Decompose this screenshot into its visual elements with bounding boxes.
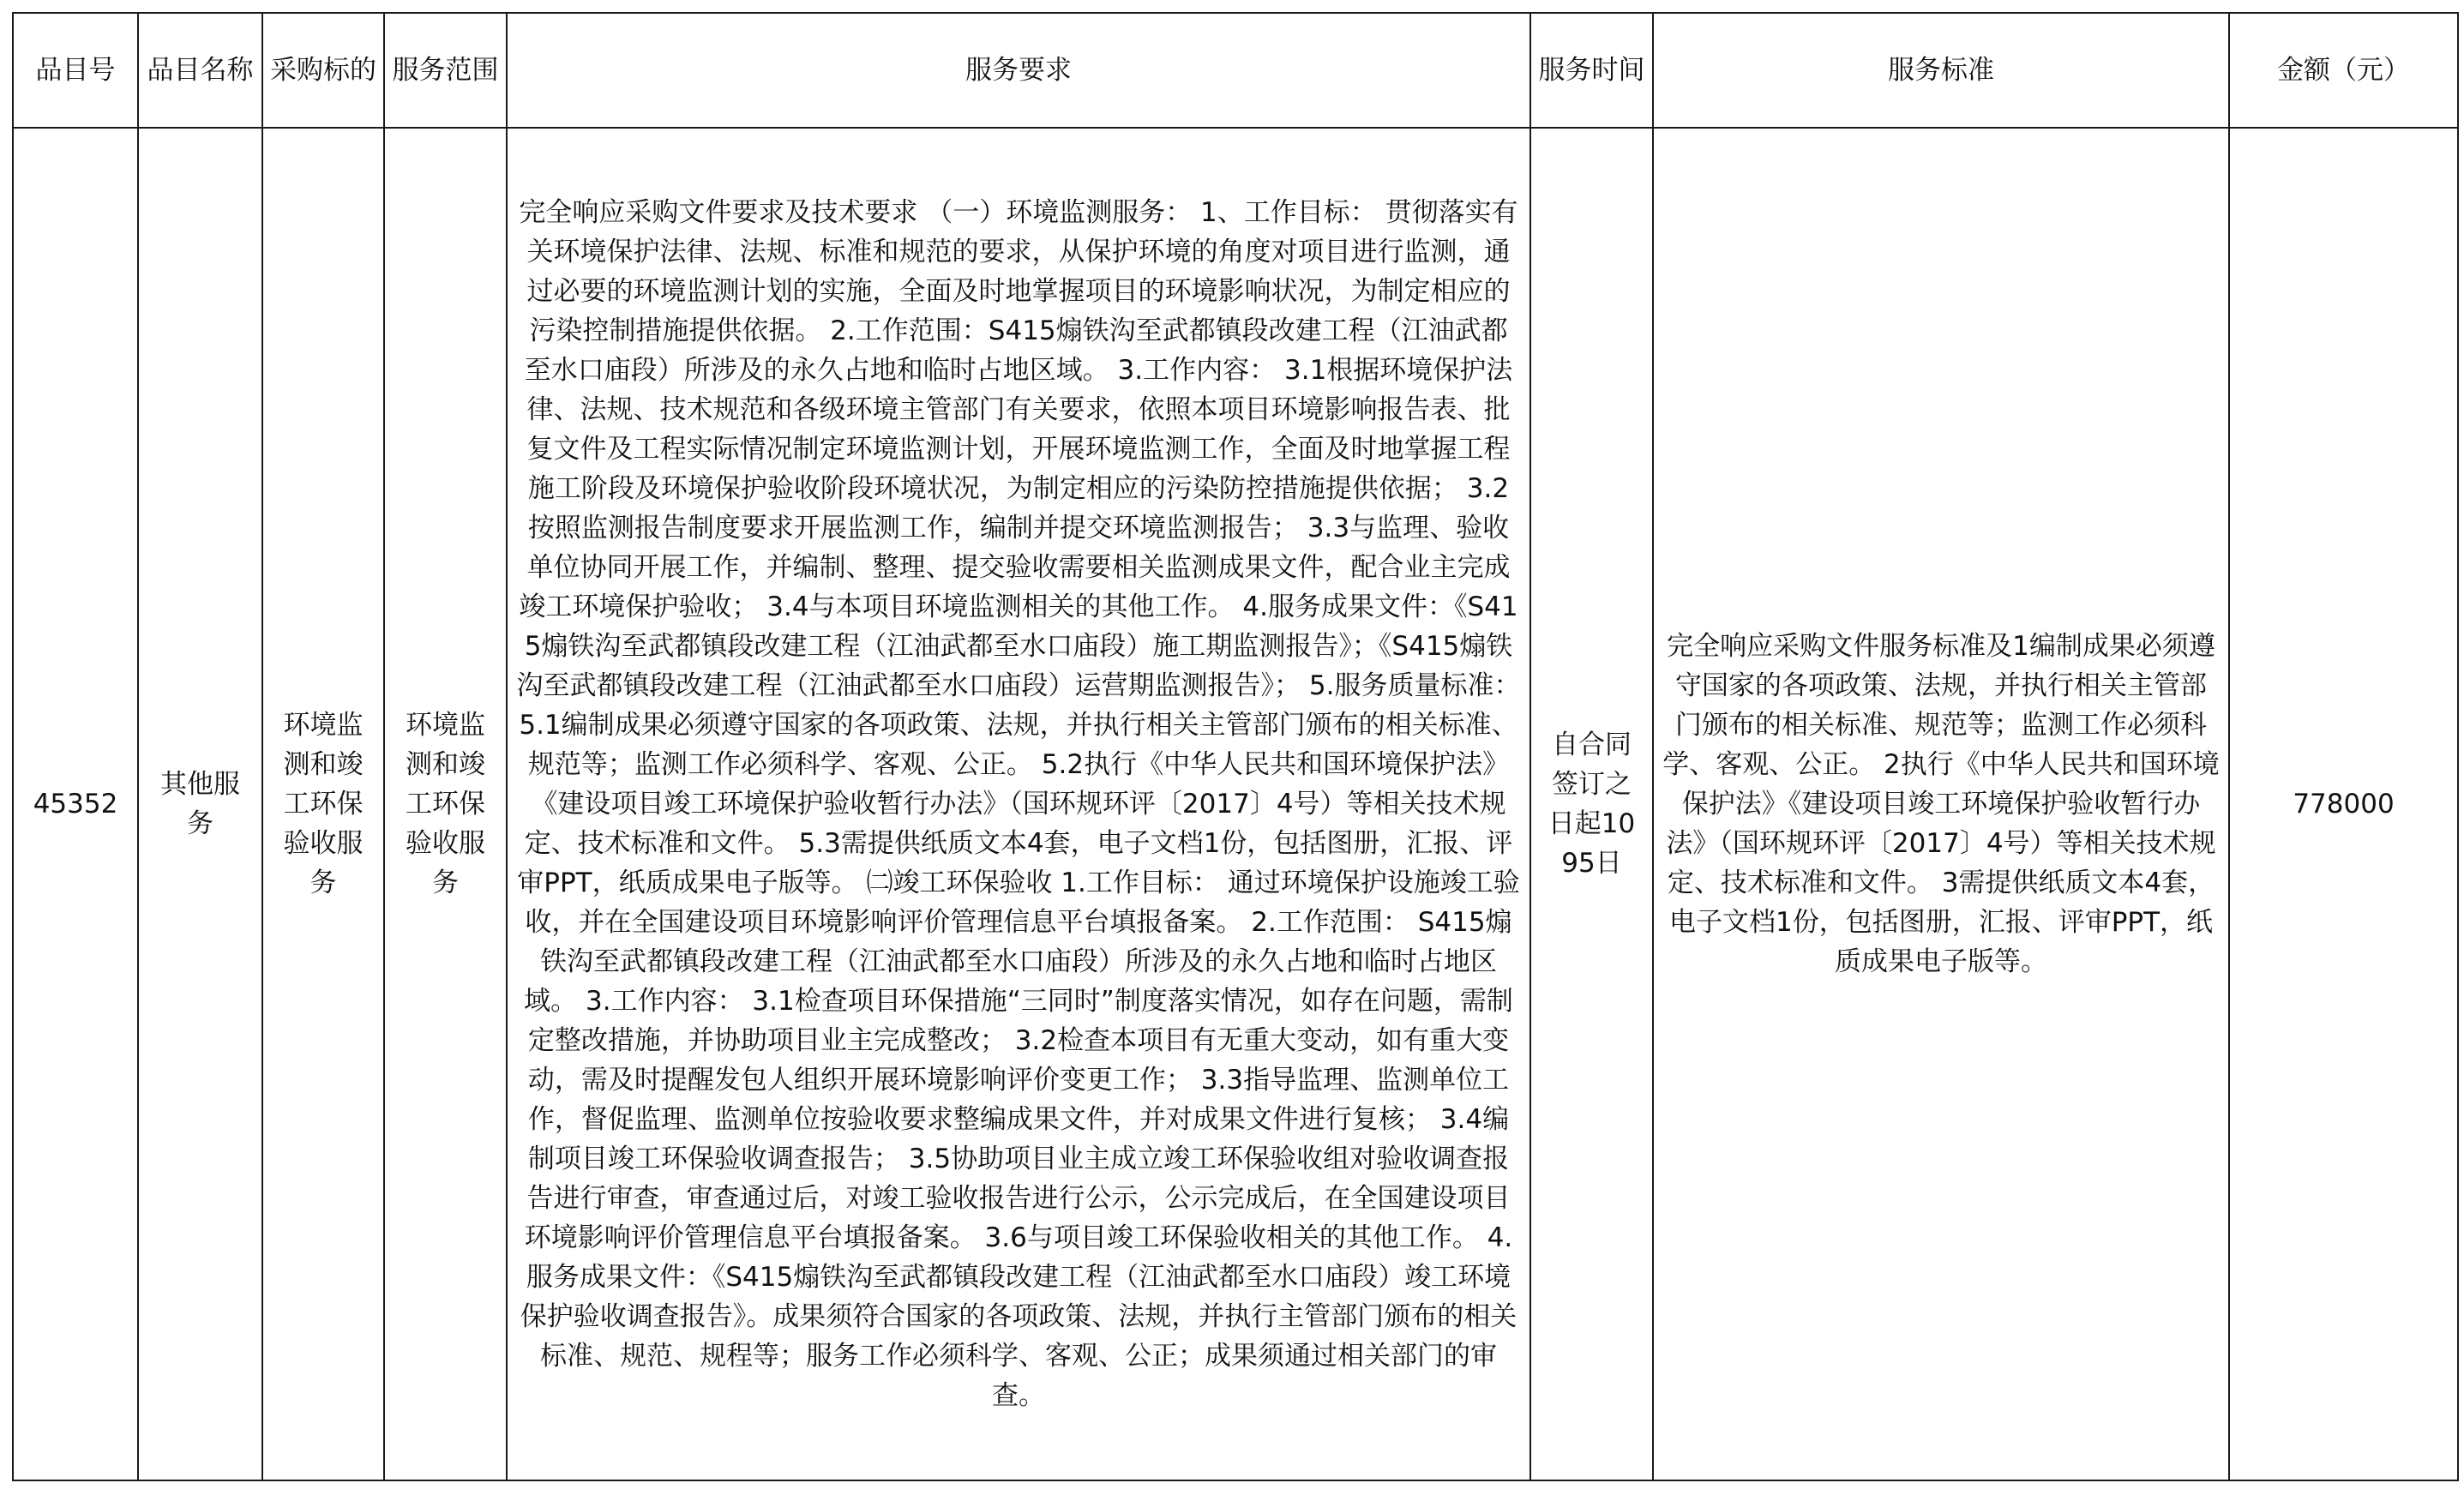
- header-item-no: 品目号: [13, 13, 138, 128]
- cell-service-time: 自合同签订之日起1095日: [1530, 128, 1653, 1480]
- cell-procurement-target: 环境监测和竣工环保验收服务: [262, 128, 384, 1480]
- header-amount: 金额（元）: [2229, 13, 2458, 128]
- header-service-standard: 服务标准: [1653, 13, 2229, 128]
- cell-service-requirements: 完全响应采购文件要求及技术要求 （一）环境监测服务： 1、工作目标： 贯彻落实有关环境保护法律、法规、标准和规范的要求，从保护环境的角度对项目进行监测，通过必要的环境监测计划的实施，全面及时地掌握项目的环境影响状况，为制定相应的污染控制措施提供依据。 2.工作范围：S415煽铁沟至武都镇段改建工程（江油武都至水口庙段）所涉及的永久占地和临时占地区域。 3.工作内容： 3.1根据环境保护法律、法规、技术规范和各级环境主管部门有关要求，依照本项目环境影响报告表、批复文件及工程实际情况制定环境监测计划，开展环境监测工作，全面及时地掌握工程施工阶段及环境保护验收阶段环境状况，为制定相应的污染防控措施提供依据； 3.2按照监测报告制度要求开展监测工作，编制并提交环境监测报告； 3.3与监理、验收单位协同开展工作，并编制、整理、提交验收需要相关监测成果文件，配合业主完成竣工环境保护验收； 3.4与本项目环境监测相关的其他工作。 4.服务成果文件：《S415煽铁沟至武都镇段改建工程（江油武都至水口庙段）施工期监测报告》；《S415煽铁沟至武都镇段改建工程（江油武都至水口庙段）运营期监测报告》； 5.服务质量标准： 5.1编制成果必须遵守国家的各项政策、法规，并执行相关主管部门颁布的相关标准、规范等；监测工作必须科学、客观、公正。 5.2执行《中华人民共和国环境保护法》《建设项目竣工环境保护验收暂行办法》（国环规环评〔2017〕4号）等相关技术规定、技术标准和文件。 5.3需提供纸质文本4套，电子文档1份，包括图册，汇报、评审PPT，纸质成果电子版等。 ㈡竣工环保验收 1.工作目标： 通过环境保护设施竣工验收，并在全国建设项目环境影响评价管理信息平台填报备案。 2.工作范围： S415煽铁沟至武都镇段改建工程（江油武都至水口庙段）所涉及的永久占地和临时占地区域。 3.工作内容： 3.1检查项目环保措施“三同时”制度落实情况，如存在问题，需制定整改措施，并协助项目业主完成整改； 3.2检查本项目有无重大变动，如有重大变动，需及时提醒发包人组织开展环境影响评价变更工作； 3.3指导监理、监测单位工作，督促监理、监测单位按验收要求整编成果文件，并对成果文件进行复核； 3.4编制项目竣工环保验收调查报告； 3.5协助项目业主成立竣工环保验收组对验收调查报告进行审查，审查通过后，对竣工验收报告进行公示，公示完成后，在全国建设项目环境影响评价管理信息平台填报备案。 3.6与项目竣工环保验收相关的其他工作。 4.服务成果文件：《S415煽铁沟至武都镇段改建工程（江油武都至水口庙段）竣工环境保护验收调查报告》。成果须符合国家的各项政策、法规，并执行主管部门颁布的相关标准、规范、规程等；服务工作必须科学、客观、公正；成果须通过相关部门的审查。: [507, 128, 1530, 1480]
- cell-item-no: 45352: [13, 128, 138, 1480]
- cell-service-standard: 完全响应采购文件服务标准及1编制成果必须遵守国家的各项政策、法规，并执行相关主管部门颁布的相关标准、规范等；监测工作必须科学、客观、公正。 2执行《中华人民共和国环境保护法》《建设项目竣工环境保护验收暂行办法》（国环规环评〔2017〕4号）等相关技术规定、技术标准和文件。 3需提供纸质文本4套，电子文档1份，包括图册，汇报、评审PPT，纸质成果电子版等。: [1653, 128, 2229, 1480]
- cell-service-scope: 环境监测和竣工环保验收服务: [384, 128, 507, 1480]
- table-row: [13, 128, 2458, 1480]
- header-item-name: 品目名称: [138, 13, 262, 128]
- procurement-table: [12, 12, 2459, 1481]
- header-service-requirements: 服务要求: [507, 13, 1530, 128]
- cell-amount: 778000: [2229, 128, 2458, 1480]
- header-service-scope: 服务范围: [384, 13, 507, 128]
- header-procurement-target: 采购标的: [262, 13, 384, 128]
- header-service-time: 服务时间: [1530, 13, 1653, 128]
- table-header-row: [13, 13, 2458, 128]
- cell-item-name: 其他服务: [138, 128, 262, 1480]
